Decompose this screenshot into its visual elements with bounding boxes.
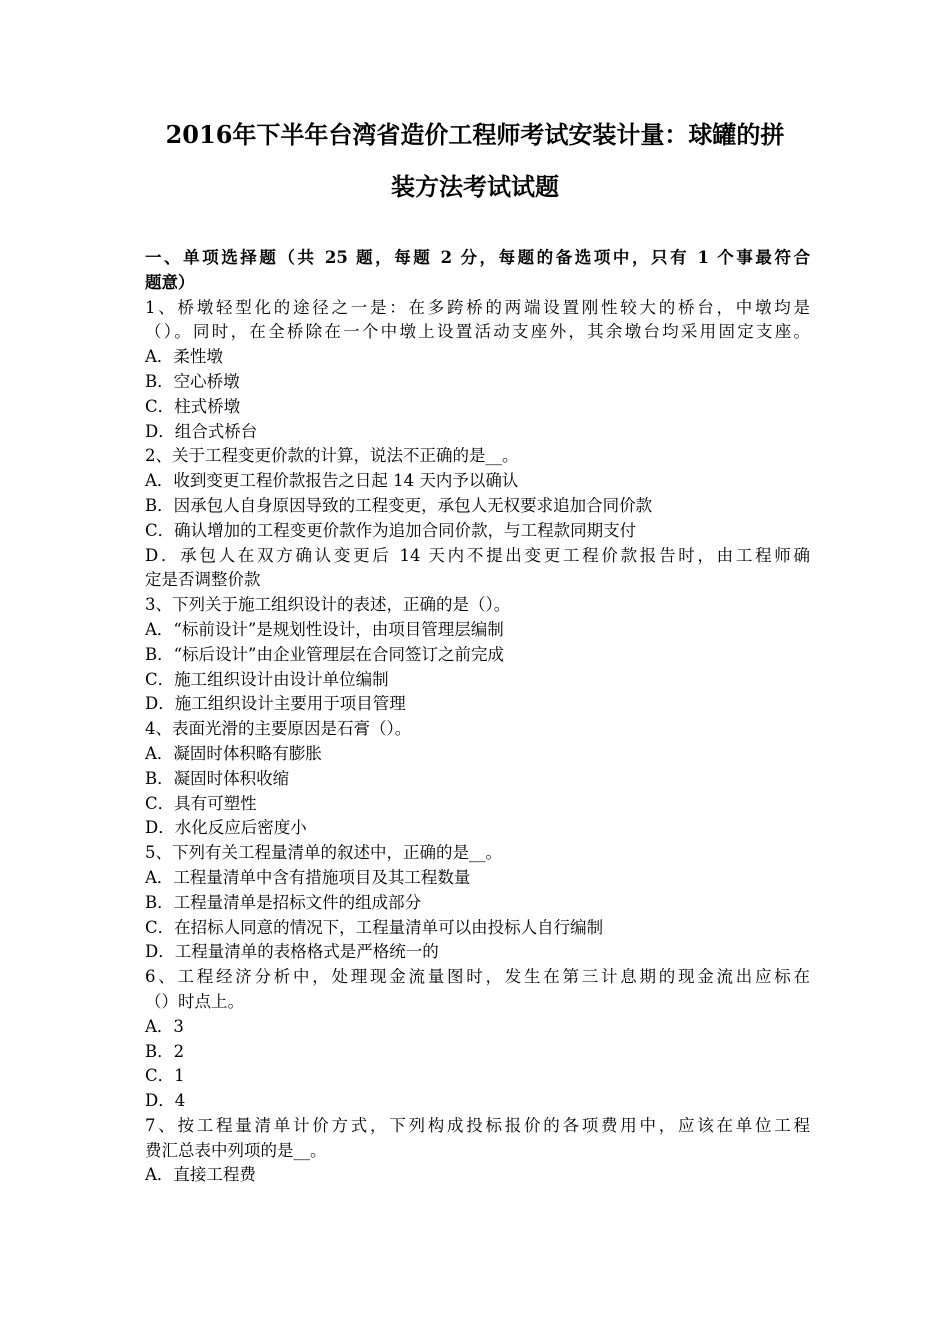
question-7-text-cont: 费汇总表中列项的是__。 — [145, 1140, 327, 1160]
question-1-option-a: A．柔性墩 — [145, 347, 223, 367]
question-1-option-b: B．空心桥墩 — [145, 371, 240, 391]
question-5-option-a: A．工程量清单中含有措施项目及其工程数量 — [145, 867, 471, 887]
question-2-option-d: D．承包人在双方确认变更后 14 天内不提出变更工程价款报告时，由工程师确 — [145, 545, 810, 565]
document-title-line-1: 2016年下半年台湾省造价工程师考试安装计量：球罐的拼 — [165, 120, 785, 149]
question-2-option-b: B．因承包人自身原因导致的工程变更，承包人无权要求追加合同价款 — [145, 495, 653, 515]
question-5-option-b: B．工程量清单是招标文件的组成部分 — [145, 892, 422, 912]
section-heading-line-2: 题意） — [145, 272, 195, 292]
question-4-option-a: A．凝固时体积略有膨胀 — [145, 743, 322, 763]
question-7-option-a: A．直接工程费 — [145, 1165, 256, 1185]
question-7-text: 7、按工程量清单计价方式，下列构成投标报价的各项费用中，应该在单位工程 — [145, 1115, 810, 1135]
question-1-text: 1、桥墩轻型化的途径之一是：在多跨桥的两端设置刚性较大的桥台，中墩均是 — [145, 297, 810, 317]
question-6-option-a: A．3 — [145, 1016, 184, 1036]
question-4-option-d: D．水化反应后密度小 — [145, 818, 307, 838]
question-5-option-c: C．在招标人同意的情况下，工程量清单可以由投标人自行编制 — [145, 917, 604, 937]
document-title-line-2: 装方法考试试题 — [391, 172, 559, 201]
question-3-option-d: D．施工组织设计主要用于项目管理 — [145, 694, 406, 714]
question-3-option-b: B．“标后设计”由企业管理层在合同签订之前完成 — [145, 644, 504, 664]
question-2-text: 2、关于工程变更价款的计算，说法不正确的是__。 — [145, 446, 519, 466]
section-heading-line-1: 一、单项选择题（共 25 题，每题 2 分，每题的备选项中，只有 1 个事最符合 — [145, 248, 810, 267]
question-6-option-b: B．2 — [145, 1041, 185, 1061]
question-1-option-d: D．组合式桥台 — [145, 421, 258, 441]
question-5-text: 5、下列有关工程量清单的叙述中，正确的是__。 — [145, 843, 502, 863]
question-6-text: 6、工程经济分析中，处理现金流量图时，发生在第三计息期的现金流出应标在 — [145, 967, 810, 987]
question-2-option-a: A．收到变更工程价款报告之日起 14 天内予以确认 — [145, 471, 519, 491]
question-3-text: 3、下列关于施工组织设计的表述，正确的是（）。 — [145, 595, 511, 615]
question-4-text: 4、表面光滑的主要原因是石膏（）。 — [145, 719, 412, 739]
question-4-option-b: B．凝固时体积收缩 — [145, 768, 290, 788]
question-2-option-d-cont: 定是否调整价款 — [145, 570, 261, 590]
question-1-option-c: C．柱式桥墩 — [145, 396, 241, 416]
question-3-option-c: C．施工组织设计由设计单位编制 — [145, 669, 389, 689]
question-5-option-d: D．工程量清单的表格格式是严格统一的 — [145, 942, 439, 962]
question-6-option-c: C．1 — [145, 1066, 185, 1086]
document-body — [145, 246, 810, 1188]
question-4-option-c: C．具有可塑性 — [145, 793, 257, 813]
question-6-option-d: D．4 — [145, 1091, 186, 1111]
question-3-option-a: A．“标前设计”是规划性设计，由项目管理层编制 — [145, 619, 504, 639]
question-2-option-c: C．确认增加的工程变更价款作为追加合同价款，与工程款同期支付 — [145, 520, 637, 540]
question-1-text-cont: （）。同时，在全桥除在一个中墩上设置活动支座外，其余墩台均采用固定支座。 — [145, 322, 810, 342]
question-6-text-cont: （）时点上。 — [145, 991, 244, 1011]
